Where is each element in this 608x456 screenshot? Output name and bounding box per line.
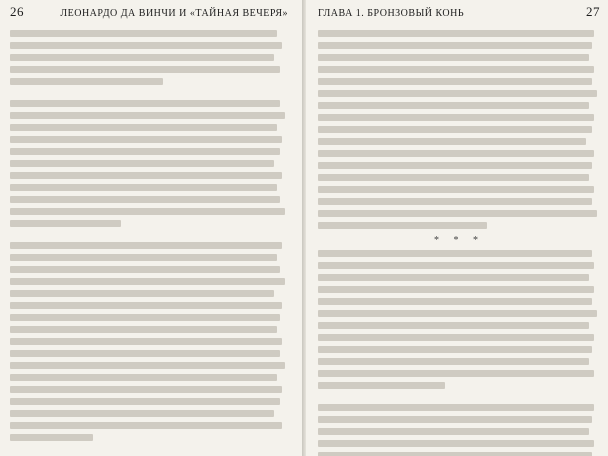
right-page-number: 27 [586,4,600,19]
right-page [306,0,608,456]
left-page-header [10,4,288,22]
paragraph-placeholder [10,242,288,441]
paragraph-placeholder [318,30,600,229]
section-break-ornament: * * * [434,235,484,246]
paragraph-placeholder [10,30,288,85]
paragraph-placeholder [318,404,600,456]
left-page-number: 26 [10,4,24,19]
left-page [0,0,302,456]
right-running-head: ГЛАВА 1. БРОНЗОВЫЙ КОНЬ [318,8,465,19]
left-running-head: ЛЕОНАРДО ДА ВИНЧИ И «ТАЙНАЯ ВЕЧЕРЯ» [60,8,288,19]
paragraph-placeholder [10,100,288,227]
right-page-header [318,4,600,22]
left-page-body [10,30,288,456]
paragraph-placeholder [318,250,600,389]
right-page-body [318,30,600,456]
